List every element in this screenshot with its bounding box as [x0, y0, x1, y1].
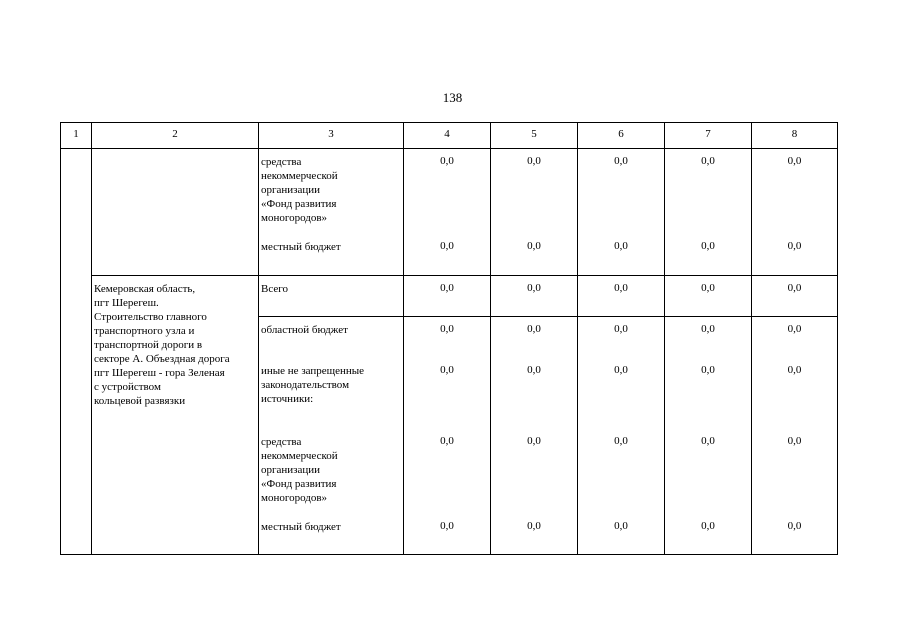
- value-cell: 0,0: [527, 282, 541, 294]
- col-line-6: [664, 122, 665, 555]
- value-cell: 0,0: [787, 323, 802, 335]
- header-divider: [60, 148, 838, 149]
- value-cell: 0,0: [701, 435, 715, 447]
- value-cell: 0,0: [701, 155, 715, 167]
- value-cell: 0,0: [614, 435, 628, 447]
- value-cell: 0,0: [787, 282, 802, 294]
- row-label: средства некоммерческой организации «Фонд развития моногородов»: [261, 156, 338, 224]
- value-cell: 0,0: [787, 520, 802, 532]
- table-border-bottom: [60, 554, 838, 555]
- value-cell: 0,0: [527, 240, 541, 252]
- value-cell: 0,0: [701, 520, 715, 532]
- row-divider: [92, 275, 838, 276]
- header-cell-2: 2: [172, 128, 178, 140]
- header-cell-4: 4: [444, 128, 450, 140]
- value-cell: 0,0: [440, 323, 454, 335]
- value-cell: 0,0: [787, 435, 802, 447]
- page-number: 138: [442, 90, 463, 105]
- header-cell-1: 1: [73, 128, 79, 140]
- value-cell: 0,0: [440, 435, 454, 447]
- value-cell: 0,0: [440, 520, 454, 532]
- value-cell: 0,0: [527, 364, 541, 376]
- table-border-right: [837, 122, 838, 555]
- row-label: средства некоммерческой организации «Фонд развития моногородов»: [261, 436, 338, 504]
- header-cell-7: 7: [705, 128, 711, 140]
- value-cell: 0,0: [701, 240, 715, 252]
- header-cell-6: 6: [618, 128, 624, 140]
- value-cell: 0,0: [614, 520, 628, 532]
- header-cell-5: 5: [531, 128, 537, 140]
- row-label: Всего: [261, 283, 288, 295]
- col-line-1: [91, 122, 92, 555]
- col-line-2: [258, 122, 259, 555]
- value-cell: 0,0: [614, 282, 628, 294]
- value-cell: 0,0: [527, 520, 541, 532]
- value-cell: 0,0: [701, 282, 715, 294]
- value-cell: 0,0: [787, 364, 802, 376]
- header-cell-3: 3: [328, 128, 334, 140]
- value-cell: 0,0: [527, 323, 541, 335]
- value-cell: 0,0: [440, 240, 454, 252]
- col-line-0: [60, 122, 61, 555]
- value-cell: 0,0: [614, 323, 628, 335]
- value-cell: 0,0: [527, 155, 541, 167]
- header-cell-8: 8: [791, 128, 798, 140]
- table-border-top: [60, 122, 838, 123]
- row-label: иные не запрещенные законодательством источники:: [261, 365, 365, 405]
- value-cell: 0,0: [614, 155, 628, 167]
- value-cell: 0,0: [614, 364, 628, 376]
- row-label: областной бюджет: [261, 324, 348, 336]
- value-cell: 0,0: [701, 323, 715, 335]
- project-description: Кемеровская область, пгт Шерегеш. Строительство главного транспортного узла и транспортной дороги в секторе А. Объездная дорога пгт Шерегеш - гора Зеленая с устройством кольцевой развязки: [94, 283, 230, 407]
- value-cell: 0,0: [787, 240, 802, 252]
- col-line-7: [751, 122, 752, 555]
- value-cell: 0,0: [440, 155, 454, 167]
- row-label: местный бюджет: [261, 521, 341, 533]
- value-cell: 0,0: [701, 364, 715, 376]
- row-label: местный бюджет: [261, 241, 341, 253]
- value-cell: 0,0: [614, 240, 628, 252]
- value-cell: 0,0: [440, 364, 454, 376]
- value-cell: 0,0: [440, 282, 454, 294]
- value-cell: 0,0: [527, 435, 541, 447]
- col-line-4: [490, 122, 491, 555]
- col-line-5: [577, 122, 578, 555]
- col-line-3: [403, 122, 404, 555]
- value-cell: 0,0: [787, 155, 802, 167]
